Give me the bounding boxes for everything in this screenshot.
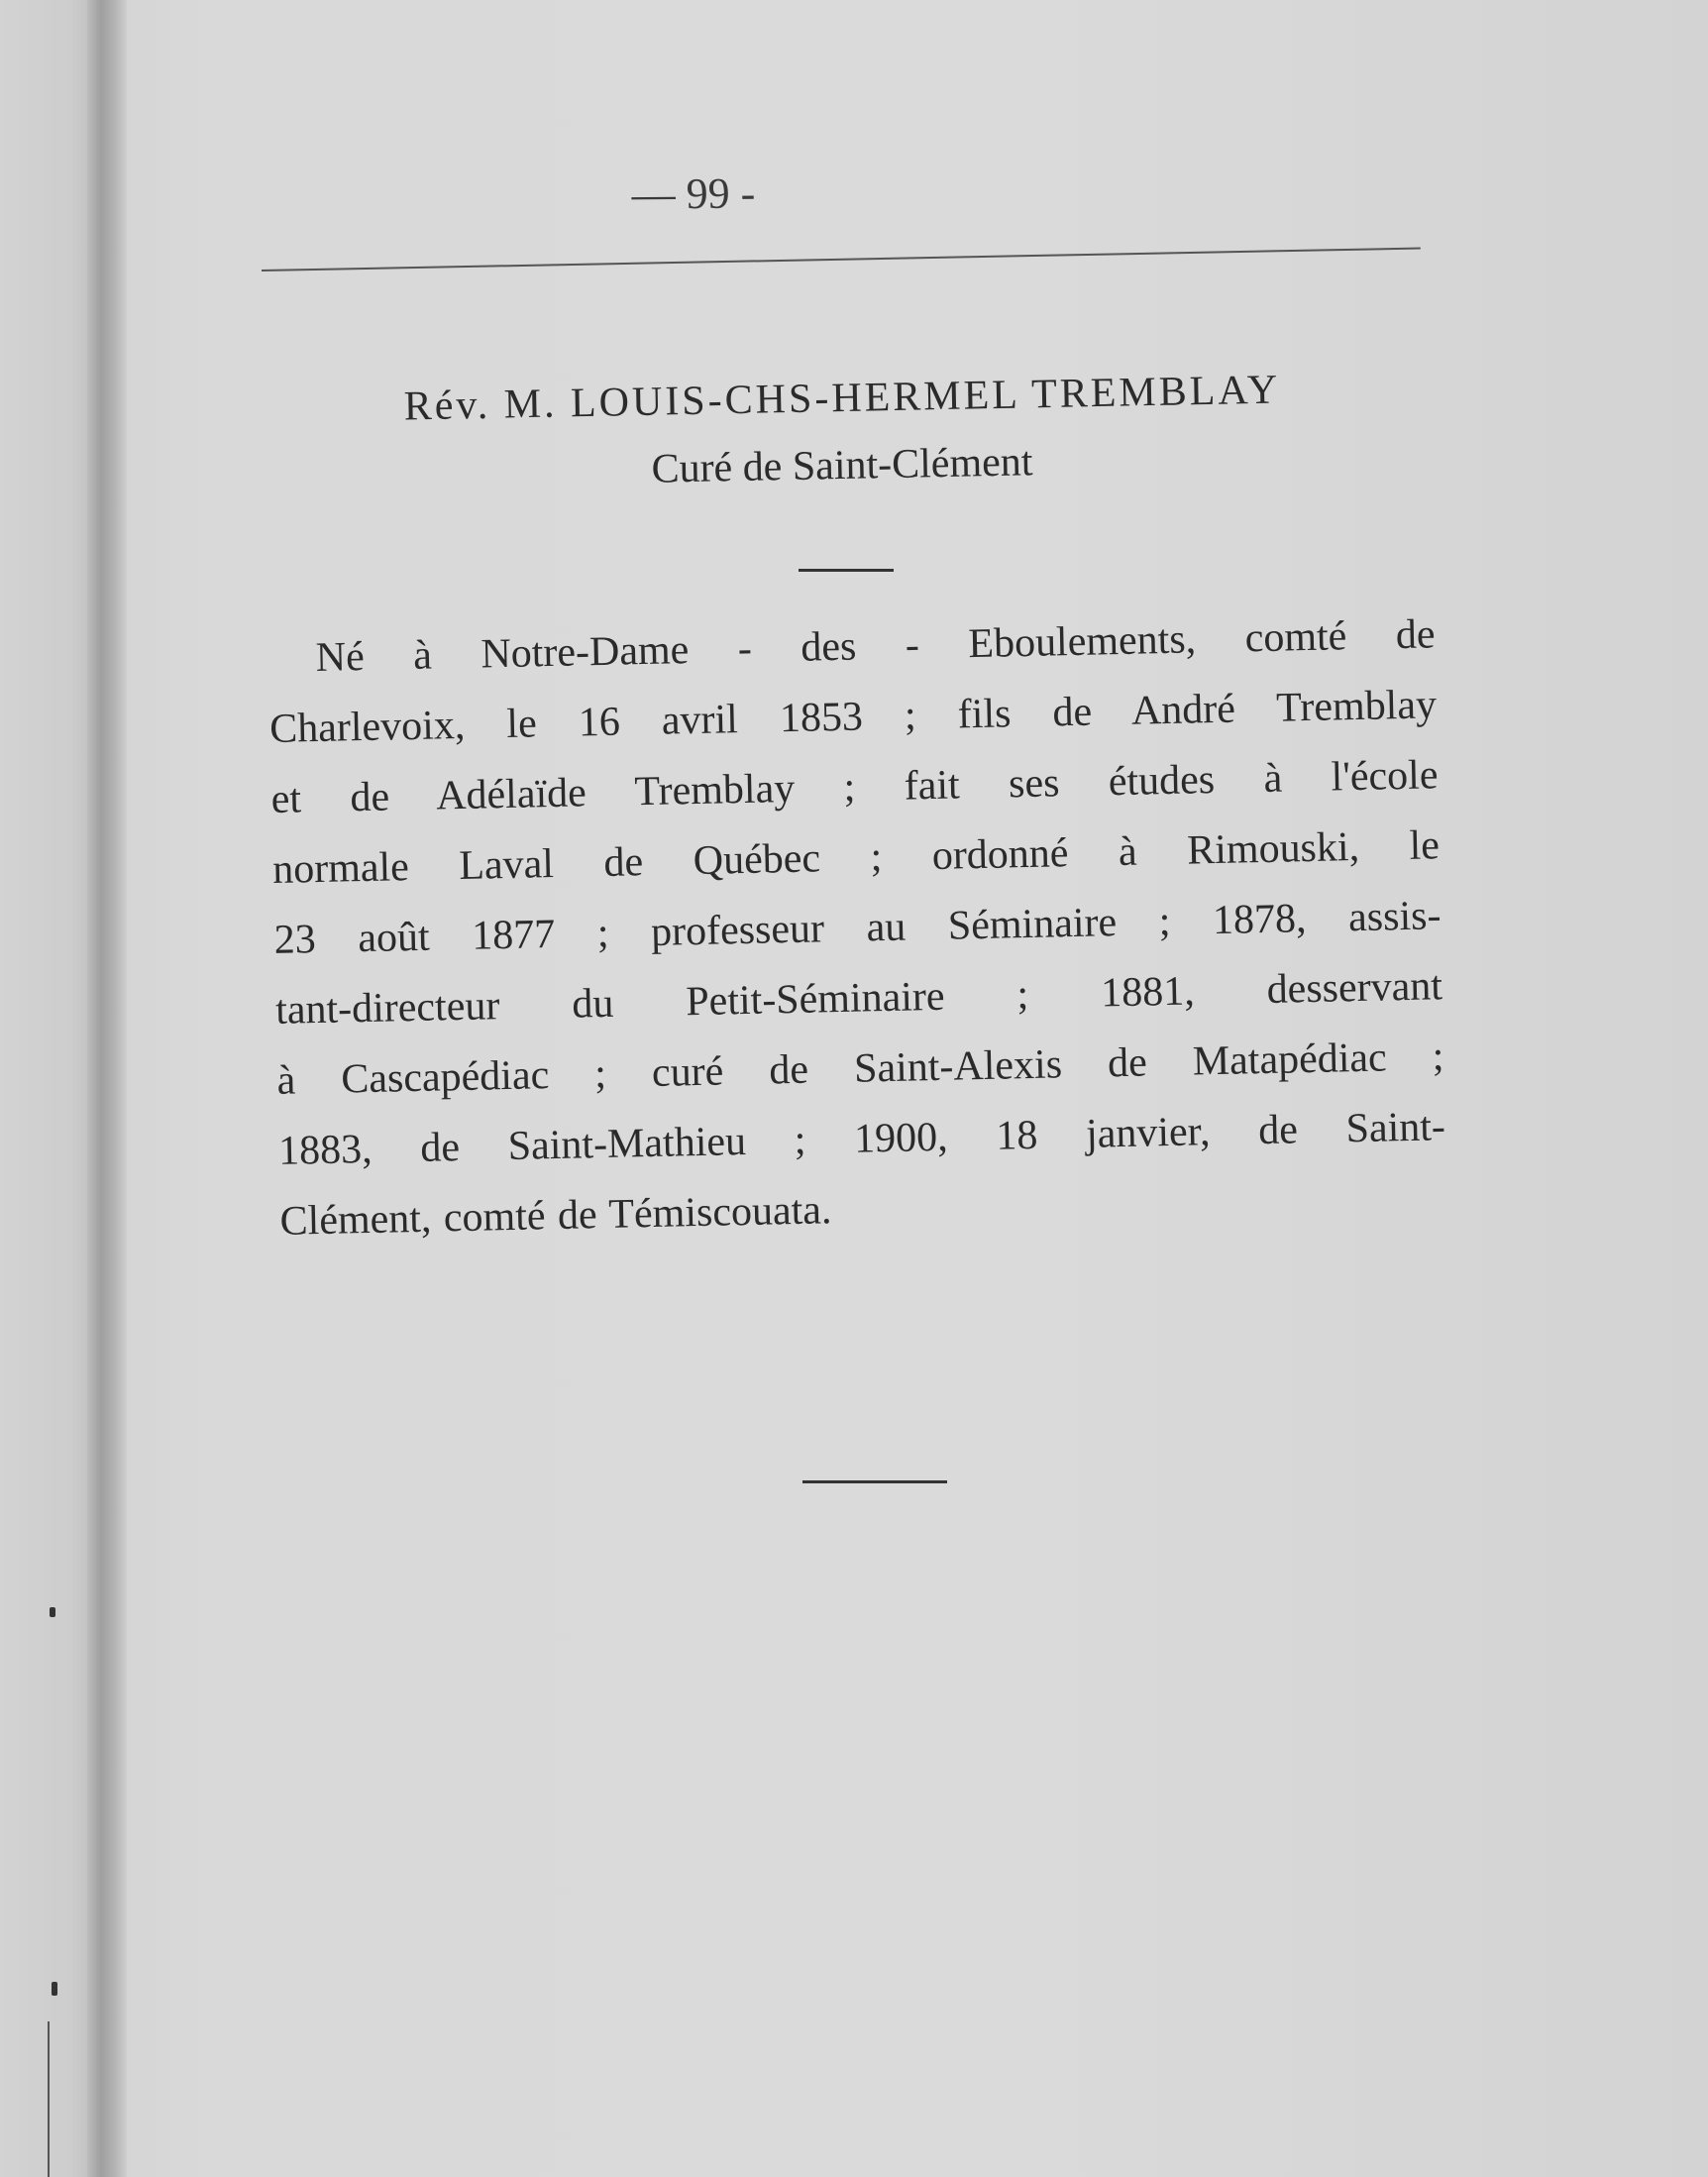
book-gutter-shadow [87,0,127,2177]
paragraph-line: Charlevoix, le 16 avril 1853 ; fils de André Tremblay [268,682,1438,752]
title-separator-rule [799,569,894,572]
paragraph-line: à Cascapédiac ; curé de Saint-Alexis de Matapédiac ; [276,1034,1444,1104]
paragraph-line: normale Laval de Québec ; ordonné à Rimouski, le [271,822,1441,893]
paragraph-line: tant-directeur du Petit-Séminaire ; 1881, desservant [274,963,1443,1034]
entry-title: Rév. M. LOUIS-CHS-HERMEL TREMBLAY [403,367,1281,430]
paragraph-line: 23 août 1877 ; professeur au Séminaire ; 1878, assis- [273,893,1441,963]
binding-mark [50,1607,55,1617]
biography-paragraph [267,599,1447,1257]
entry-subtitle: Curé de Saint-Clément [651,439,1033,492]
paragraph-line: Clément, comté de Témiscouata. [279,1187,832,1245]
paragraph-line: et de Adélaïde Tremblay ; fait ses études à l'école [270,752,1439,822]
binding-mark [52,1982,57,1996]
binding-line [48,2021,50,2177]
end-separator-rule [802,1480,947,1483]
facing-page-edge [0,0,87,2177]
paragraph-line: 1883, de Saint-Mathieu ; 1900, 18 janvier, de Saint- [277,1104,1446,1174]
page-number: — 99 - [631,168,756,219]
paragraph-line: Né à Notre-Dame - des - Eboulements, comté de [315,611,1436,681]
